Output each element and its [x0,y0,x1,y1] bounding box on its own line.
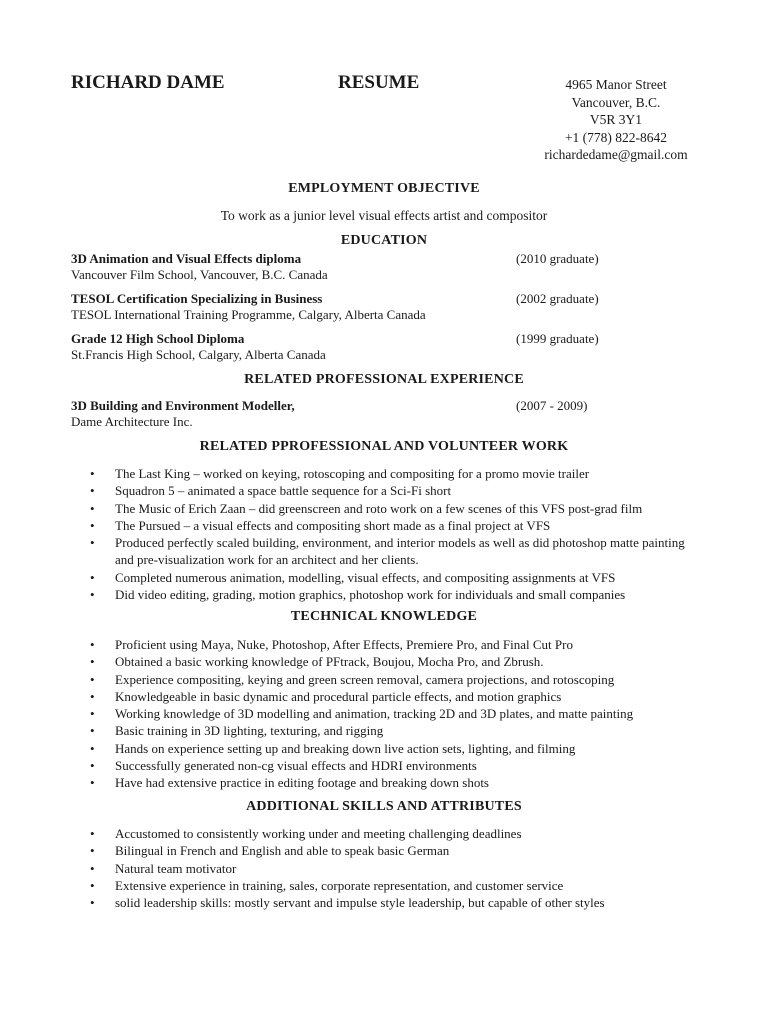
bullet-icon: • [90,587,95,603]
bullet-icon: • [90,500,95,516]
education-institution: TESOL International Training Programme, Calgary, Alberta Canada [71,307,426,322]
education-heading: EDUCATION [340,233,428,248]
experience-company: Dame Architecture Inc. [71,414,193,429]
education-date: (1999 graduate) [516,331,599,346]
education-entry [71,291,691,323]
bullet-icon: • [90,895,95,911]
objective-text: To work as a junior level visual effects artist and compositor [220,208,548,223]
experience-heading: RELATED PROFESSIONAL EXPERIENCE [244,372,524,387]
list-item: • The Music of Erich Zaan – did greenscreen and roto work on a few scenes of this VFS post-grad film [90,500,643,516]
candidate-name: RICHARD DAME [71,72,225,93]
volunteer-heading: RELATED PPROFESSIONAL AND VOLUNTEER WORK [199,439,569,454]
list-item: • The Pursued – a visual effects and compositing short made as a final project at VFS [90,517,551,533]
bullet-icon: • [90,517,95,533]
additional-heading: ADDITIONAL SKILLS AND ATTRIBUTES [246,799,522,814]
list-item: • Working knowledge of 3D modelling and animation, tracking 2D and 3D plates, and matte painting [90,706,634,722]
bullet-icon: • [90,654,95,670]
bullet-icon: • [90,466,95,481]
additional-list [90,825,690,911]
experience-date: (2007 - 2009) [516,398,588,413]
contact-address-block [520,76,712,164]
bullet-icon: • [90,775,95,791]
list-item: • Completed numerous animation, modelling, visual effects, and compositing assignments at VFS [90,569,616,585]
bullet-icon: • [90,740,95,756]
contact-email: richardedame@gmail.com [544,147,688,163]
list-item: • Basic training in 3D lighting, texturing, and rigging [90,723,384,739]
education-institution: Vancouver Film School, Vancouver, B.C. Canada [71,267,328,282]
education-title: 3D Animation and Visual Effects diploma [71,251,302,266]
document-title: RESUME [338,72,420,93]
education-date: (2010 graduate) [516,251,599,266]
list-item: • Extensive experience in training, sales, corporate representation, and customer service [90,877,564,893]
bullet-icon: • [90,706,95,722]
volunteer-list [90,465,690,603]
list-item: • The Last King – worked on keying, rotoscoping and compositing for a promo movie trailer [90,466,590,481]
technical-list [90,636,690,792]
bullet-icon: • [90,843,95,859]
bullet-icon: • [90,688,95,704]
experience-title: 3D Building and Environment Modeller, [71,398,295,413]
address-postal-code: V5R 3Y1 [589,112,643,128]
list-item: • Obtained a basic working knowledge of PFtrack, Boujou, Mocha Pro, and Zbrush. [90,654,544,670]
contact-phone: +1 (778) 822-8642 [564,129,668,145]
bullet-icon: • [90,671,95,687]
list-item: • Squadron 5 – animated a space battle sequence for a Sci-Fi short [90,483,452,499]
bullet-icon: • [90,860,95,876]
list-item: • Bilingual in French and English and able to speak basic German [90,843,450,859]
list-item: • Did video editing, grading, motion graphics, photoshop work for individuals and small companies [90,587,626,603]
education-institution: St.Francis High School, Calgary, Alberta Canada [71,347,326,362]
bullet-icon: • [90,758,95,774]
address-city: Vancouver, B.C. [571,94,661,110]
technical-heading: TECHNICAL KNOWLEDGE [290,609,478,624]
bullet-icon: • [90,535,95,551]
list-item: • Produced perfectly scaled building, environment, and interior models as well as did photoshop matte painting and pre-visualization work for an architect and her clients. [90,535,685,568]
bullet-icon: • [90,723,95,739]
bullet-icon: • [90,483,95,499]
education-date: (2002 graduate) [516,291,599,306]
list-item: • Proficient using Maya, Nuke, Photoshop, After Effects, Premiere Pro, and Final Cut Pro [90,637,573,652]
list-item: • Experience compositing, keying and green screen removal, camera projections, and rotoscoping [90,671,615,687]
experience-entry [71,398,691,430]
list-item: • Natural team motivator [90,860,237,876]
address-street: 4965 Manor Street [565,77,667,92]
objective-heading: EMPLOYMENT OBJECTIVE [288,181,480,196]
list-item: • Knowledgeable in basic dynamic and procedural particle effects, and motion graphics [90,688,562,704]
bullet-icon: • [90,569,95,585]
list-item: • Have had extensive practice in editing footage and breaking down shots [90,775,489,791]
bullet-icon: • [90,826,95,841]
education-entry [71,331,691,363]
education-title: TESOL Certification Specializing in Business [71,291,323,306]
bullet-icon: • [90,877,95,893]
education-entry [71,251,691,283]
list-item: • solid leadership skills: mostly servant and impulse style leadership, but capable of other styles [90,895,605,911]
bullet-icon: • [90,637,95,652]
list-item: • Accustomed to consistently working under and meeting challenging deadlines [90,826,522,841]
list-item: • Hands on experience setting up and breaking down live action sets, lighting, and filming [90,740,576,756]
education-title: Grade 12 High School Diploma [71,331,245,346]
list-item: • Successfully generated non-cg visual effects and HDRI environments [90,758,477,774]
